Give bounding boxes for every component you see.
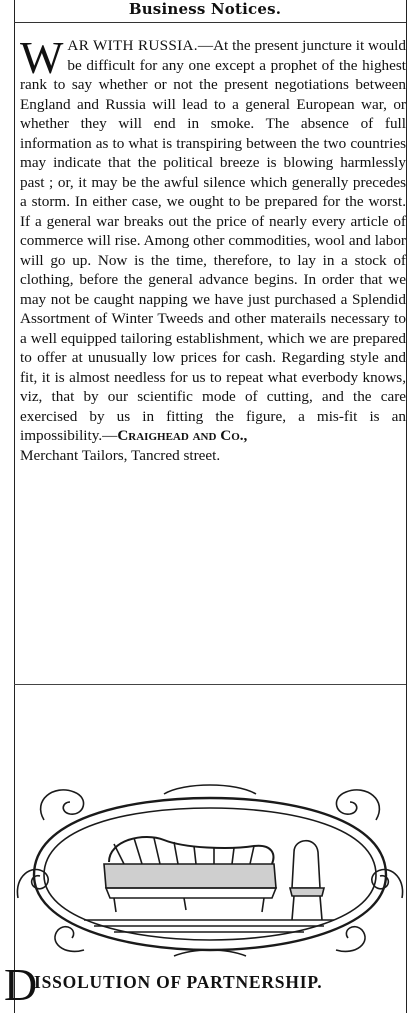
article-headline: AR WITH RUSSIA. [67,37,198,54]
dissolution-notice-heading [4,960,406,1010]
war-with-russia-notice [20,32,406,465]
article-signature: Craighead and Co., [117,427,248,444]
heading-rule [14,22,406,23]
section-heading: Business Notices. [128,0,282,18]
article-dropcap: W [20,32,64,83]
footer-heading-text: ISSOLUTION OF PARTNERSHIP. [34,972,323,992]
sofa-engraving-image [14,780,406,958]
footer-dropcap: D [4,959,38,1010]
notice-divider [14,684,406,685]
article-body: —At the present juncture it would be difficult for any one except a prophet of the highest rank to say whether or not the present negotiations between England and Russia will lead to a general European war, or whether they will end in smoke. The absence of full information as to what is transpiring between the two countries may indicate that the political breeze is blowing harmlessly past ; or, it may be the awful silence which generally precedes a storm. In either case, we ought to be prepared for the worst. If a general war breaks out the price of nearly every article of commerce will rise. Among other commodities, wool and labor will go up. Now is the time, therefore, to lay in a stock of clothing, before the general advance begins. In order that we may not be caught napping we have just purchased a Splendid Assortment of Winter Tweeds and other materails necessary to a well equipped tailoring establishment, which we are prepared to offer at unusually low prices for cash. Regarding style and fit, it is almost needless for us to repeat what everbody knows, viz, that by our scientific mode of cutting, and the care exercised by us in fitting the figure, a mis-fit is an impossibility.— [20,37,406,444]
column-rule-right [406,0,407,1013]
article-signature-address: Merchant Tailors, Tancred street. [20,446,221,464]
